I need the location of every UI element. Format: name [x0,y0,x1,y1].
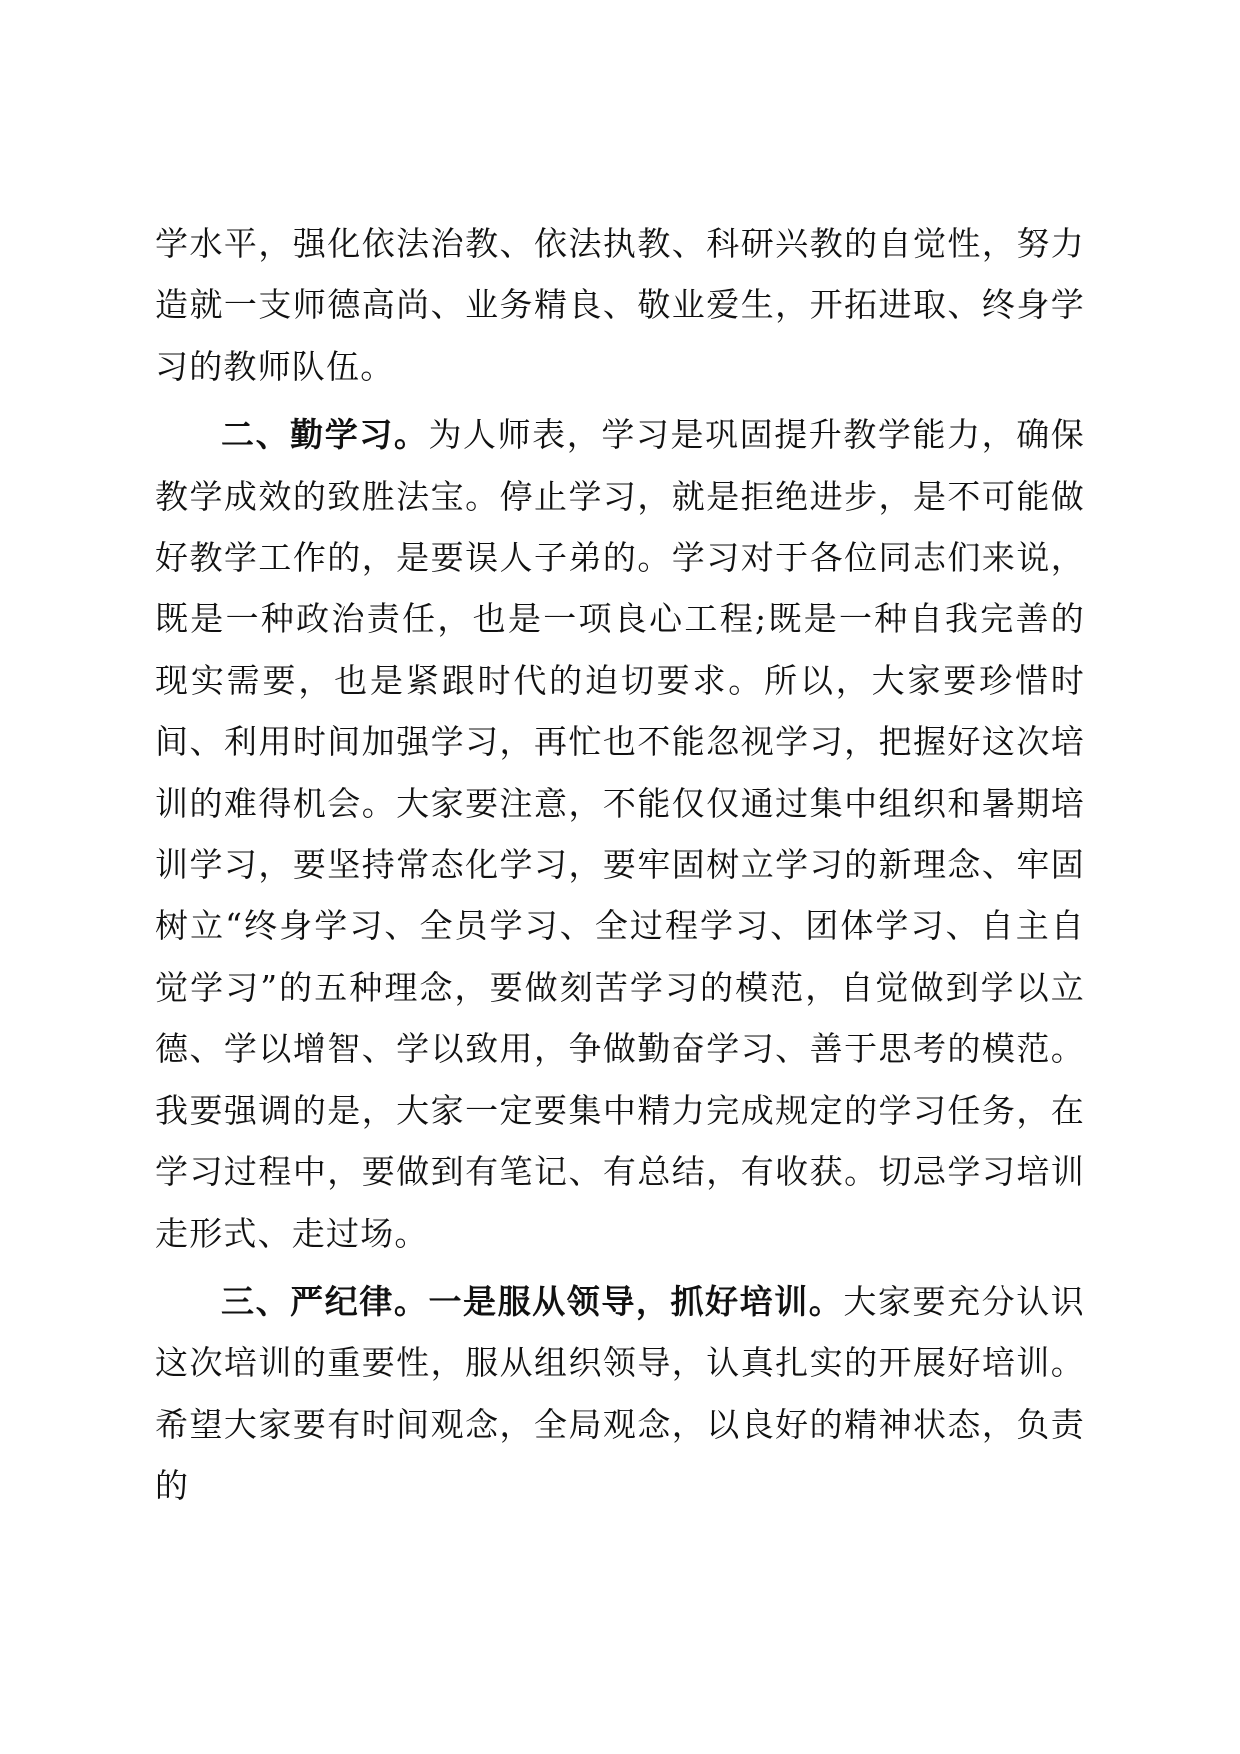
section-heading: 二、勤学习。 [221,415,429,455]
section-subheading: 一是服从领导，抓好培训。 [428,1281,844,1321]
paragraph-discipline [155,1271,1085,1517]
paragraph-text: 大家要充分认识这次培训的重要性，服从组织领导，认真扎实的开展好培训。希望大家要有时间观念，全局观念，以良好的精神状态，负责的 [155,1281,1086,1506]
paragraph-study [155,404,1085,1264]
paragraph-text: 学水平，强化依法治教、依法执教、科研兴教的自觉性，努力造就一支师德高尚、业务精良、敬业爱生，开拓进取、终身学习的教师队伍。 [155,224,1085,386]
paragraph-text: 为人师表，学习是巩固提升教学能力，确保教学成效的致胜法宝。停止学习，就是拒绝进步，是不可能做好教学工作的，是要误人子弟的。学习对于各位同志们来说，既是一种政治责任，也是一项良心工程;既是一种自我完善的现实需要，也是紧跟时代的迫切要求。所以，大家要珍惜时间、利用时间加强学习，再忙也不能忽视学习，把握好这次培训的难得机会。大家要注意，不能仅仅通过集中组织和暑期培训学习，要坚持常态化学习，要牢固树立学习的新理念、牢固树立“终身学习、全员学习、全过程学习、团体学习、自主自觉学习”的五种理念，要做刻苦学习的模范，自觉做到学以立德、学以增智、学以致用，争做勤奋学习、善于思考的模范。我要强调的是，大家一定要集中精力完成规定的学习任务，在学习过程中，要做到有笔记、有总结，有收获。切忌学习培训走形式、走过场。 [155,415,1085,1253]
section-heading: 三、严纪律。 [221,1281,429,1321]
paragraph-continuation [155,213,1085,397]
body-text [155,213,1085,1517]
